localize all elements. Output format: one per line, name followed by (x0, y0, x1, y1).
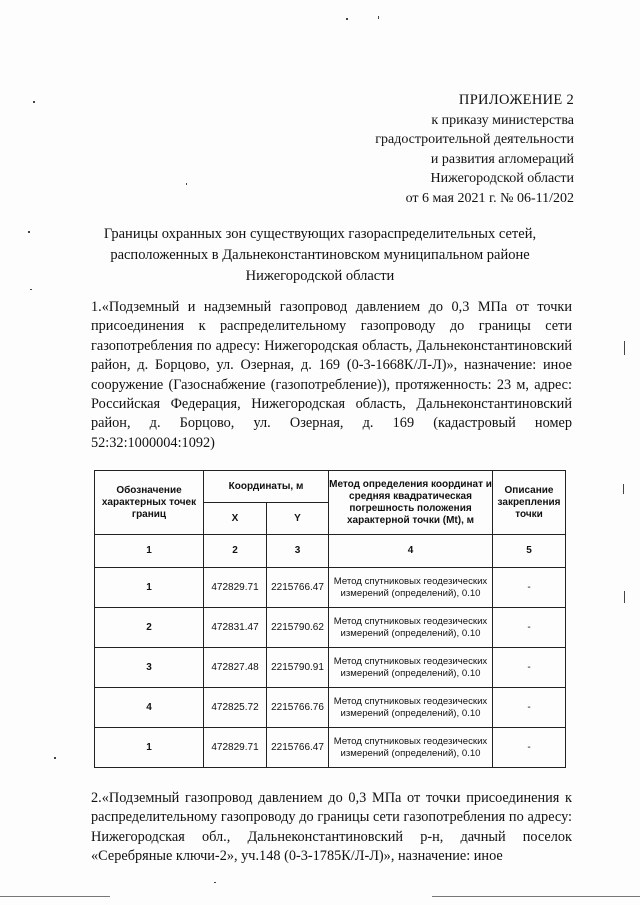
scan-speck (186, 183, 187, 185)
description: - (493, 608, 566, 648)
appendix-line: и развития агломераций (430, 151, 574, 167)
scan-speck (378, 16, 379, 19)
heading-line: Границы охранных зон существующих газораспределительных сетей, (103, 226, 537, 242)
heading-line: расположенных в Дальнеконстантиновском муниципальном районе (110, 247, 530, 263)
scan-speck (33, 101, 35, 103)
section-1-text: 1.«Подземный и надземный газопровод давлением до 0,3 МПа от точки присоединения к распределительному газопроводу до границы сети газопотребления по адресу: Нижегородская область, Дальнеконстантиновский район, д. Борцово, ул. Озерная, д. 169 (0-3-1668К/Л-Л)», назначение: иное сооружение (Газоснабжение (газопотребление)), протяженность: 23 м, адрес: Российская Федерация, Нижегородская область, Дальнеконстантиновский район, д. Борцово, ул. Озерная, д. 169 (кадастровый номер 52:32:1000004:1092) (91, 299, 572, 451)
column-number: 4 (329, 535, 493, 568)
coord-x: 472825.72 (204, 688, 267, 728)
point-id: 1 (95, 728, 204, 768)
coord-y: 2215766.47 (267, 728, 329, 768)
scan-speck (30, 289, 32, 290)
appendix-line: Нижегородской области (430, 171, 574, 187)
table-row (95, 648, 566, 688)
scan-speck (54, 757, 56, 759)
appendix-line: к приказу министерства (431, 112, 574, 128)
appendix-line: от 6 мая 2021 г. № 06-11/202 (405, 190, 574, 206)
coord-y: 2215790.62 (267, 608, 329, 648)
scan-speck (624, 341, 625, 355)
coord-y: 2215766.47 (267, 568, 329, 608)
method-text: Метод спутниковых геодезических измерений (определений), 0.10 (329, 728, 493, 768)
section-2-text: 2.«Подземный газопровод давлением до 0,3 МПа от точки присоединения к распределительному газопроводу до границы сети газопотребления по адресу: Нижегородская обл., Дальнеконстантиновский р-н, дачный поселок «Серебряные ключи-2», уч.148 (0-3-1785К/Л-Л)», назначение: иное (91, 790, 572, 865)
column-number: 3 (267, 535, 329, 568)
table-row (95, 688, 566, 728)
scan-speck (346, 18, 348, 20)
column-number: 2 (204, 535, 267, 568)
point-id: 1 (95, 568, 204, 608)
coord-x: 472829.71 (204, 568, 267, 608)
coord-x: 472827.48 (204, 648, 267, 688)
scan-edge-line (0, 896, 110, 897)
appendix-line: градостроительной деятельности (375, 132, 574, 148)
coord-y: 2215766.76 (267, 688, 329, 728)
header-method: Метод определения координат и средняя квадратическая погрешность положения характерной точки (Mt), м (329, 471, 493, 535)
header-desc: Описание закрепления точки (493, 471, 566, 535)
column-number: 5 (493, 535, 566, 568)
header-x: X (204, 503, 267, 535)
column-number: 1 (95, 535, 204, 568)
point-id: 3 (95, 648, 204, 688)
method-text: Метод спутниковых геодезических измерений (определений), 0.10 (329, 568, 493, 608)
coord-x: 472831.47 (204, 608, 267, 648)
description: - (493, 728, 566, 768)
method-text: Метод спутниковых геодезических измерений (определений), 0.10 (329, 608, 493, 648)
table-header-row (95, 471, 566, 503)
description: - (493, 568, 566, 608)
appendix-title: ПРИЛОЖЕНИЕ 2 (458, 92, 574, 108)
appendix-header (244, 91, 574, 209)
header-point: Обозначение характерных точек границ (95, 471, 204, 535)
column-number-row (95, 535, 566, 568)
description: - (493, 648, 566, 688)
document-heading (92, 224, 548, 287)
coord-x: 472829.71 (204, 728, 267, 768)
table-row (95, 608, 566, 648)
point-id: 2 (95, 608, 204, 648)
header-coords: Координаты, м (204, 471, 329, 503)
scan-speck (28, 231, 30, 233)
table-row (95, 568, 566, 608)
point-id: 4 (95, 688, 204, 728)
scan-speck (623, 484, 624, 494)
coord-y: 2215790.91 (267, 648, 329, 688)
heading-line: Нижегородской области (245, 268, 395, 284)
coordinates-table (94, 470, 566, 768)
description: - (493, 688, 566, 728)
method-text: Метод спутниковых геодезических измерений (определений), 0.10 (329, 688, 493, 728)
header-y: Y (267, 503, 329, 535)
scan-edge-line (432, 896, 640, 897)
method-text: Метод спутниковых геодезических измерений (определений), 0.10 (329, 648, 493, 688)
scan-speck (624, 591, 625, 603)
table-row (95, 728, 566, 768)
